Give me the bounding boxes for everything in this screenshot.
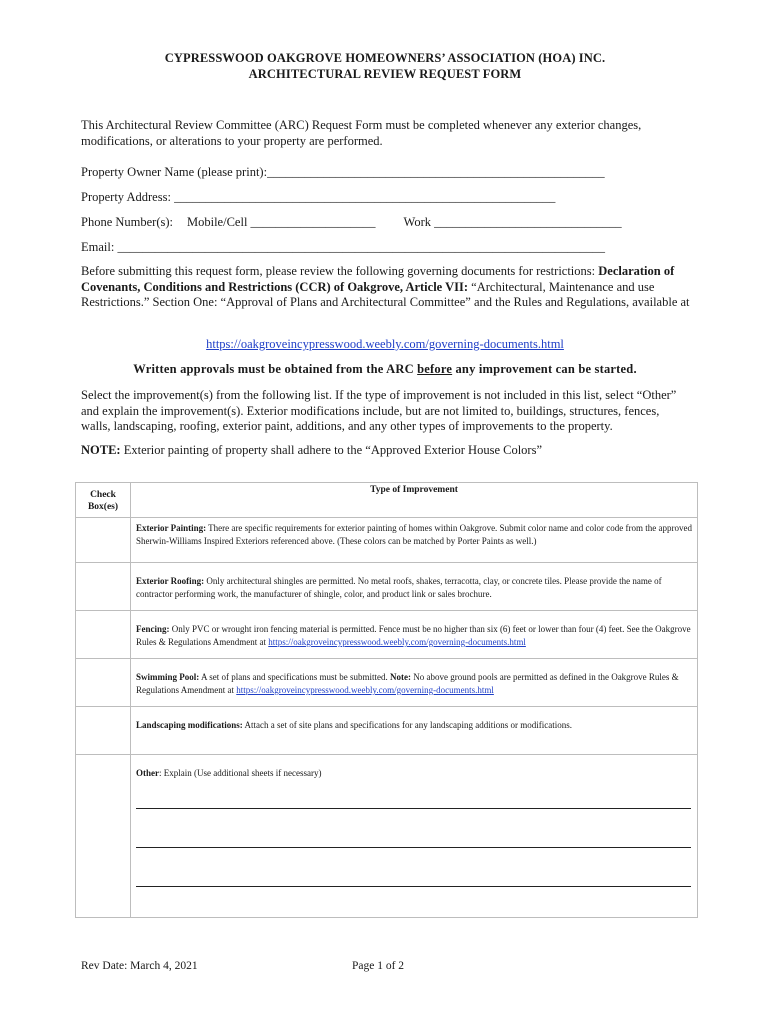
other-line-2[interactable] bbox=[136, 847, 691, 848]
governing-documents-link[interactable]: https://oakgroveincypresswood.weebly.com/governing-documents.html bbox=[206, 337, 564, 351]
property-address-blank[interactable]: _____________________________________________________________ bbox=[174, 190, 556, 204]
type-column-header: Type of Improvement bbox=[131, 483, 698, 518]
property-address-label: Property Address: bbox=[81, 190, 175, 204]
roofing-label: Exterior Roofing: bbox=[136, 576, 205, 586]
painting-text: There are specific requirements for exterior painting of homes within Oakgrove. Submit color name and color code from the approved Sherwin-Williams Inspired Exteriors referenced above. (These colors can be matched by Porter Paints as well.) bbox=[136, 523, 692, 546]
mobile-label: Mobile/Cell bbox=[187, 215, 251, 229]
select-instructions: Select the improvement(s) from the following list. If the type of improvement is not included in this list, select “Other” and explain the improvement(s). Exterior modifications include, but are not limited to, buildings, structures, fences, walls, landscaping, roofing, exterior paint, additions, and any other types of improvements to the property. bbox=[81, 388, 677, 433]
owner-name-label: Property Owner Name (please print): bbox=[81, 165, 268, 179]
pool-note-label: Note: bbox=[390, 672, 411, 682]
checkbox-other[interactable] bbox=[76, 755, 131, 918]
pool-text1: A set of plans and specifications must be submitted. bbox=[199, 672, 390, 682]
fencing-text: Only PVC or wrought iron fencing material is permitted. Fence must be no higher than six (6) feet or lower than four (4) feet. See the Oakgrove Rules & Regulations Amendment at bbox=[136, 624, 691, 647]
painting-label: Exterior Painting: bbox=[136, 523, 207, 533]
written-pre: Written approvals must be obtained from the ARC bbox=[133, 362, 418, 376]
other-line-3[interactable] bbox=[136, 886, 691, 887]
landscaping-label: Landscaping modifications: bbox=[136, 720, 243, 730]
table-row-landscaping bbox=[76, 707, 698, 755]
checkbox-fencing[interactable] bbox=[76, 611, 131, 659]
check-header-line2: Box(es) bbox=[87, 502, 119, 512]
table-row-exterior-roofing bbox=[76, 563, 698, 611]
written-underlined: before bbox=[417, 362, 453, 376]
page-number: Page 1 of 2 bbox=[352, 960, 405, 972]
work-field[interactable] bbox=[404, 215, 622, 230]
property-address-field[interactable] bbox=[81, 190, 555, 205]
governing-documents-paragraph bbox=[81, 264, 691, 311]
fencing-label: Fencing: bbox=[136, 624, 170, 634]
desc-fencing bbox=[131, 611, 698, 659]
other-explanation-area[interactable] bbox=[136, 780, 693, 890]
fencing-link[interactable]: https://oakgroveincypresswood.weebly.com/governing-documents.html bbox=[268, 637, 526, 647]
written-post: any improvement can be started. bbox=[452, 362, 637, 376]
governing-bold: Declaration of Covenants, Conditions and Restrictions (CCR) of Oakgrove, Article VII: bbox=[81, 264, 675, 294]
form-title: ARCHITECTURAL REVIEW REQUEST FORM bbox=[248, 67, 522, 81]
desc-other bbox=[131, 755, 698, 918]
table-row-swimming-pool bbox=[76, 659, 698, 707]
mobile-field[interactable] bbox=[187, 215, 376, 230]
phone-label: Phone Number(s): bbox=[81, 215, 173, 229]
form-org-title: CYPRESSWOOD OAKGROVE HOMEOWNERS’ ASSOCIATION (HOA) INC. bbox=[164, 51, 606, 65]
other-text: : Explain (Use additional sheets if necessary) bbox=[159, 768, 322, 778]
governing-link-line bbox=[0, 337, 770, 352]
check-header-line1: Check bbox=[90, 490, 116, 500]
written-approval-notice bbox=[0, 362, 770, 377]
pool-text2: No above ground pools are permitted as defined in the Oakgrove Rules & Regulations Amendment at bbox=[136, 672, 679, 695]
note-text: Exterior painting of property shall adhere to the “Approved Exterior House Colors” bbox=[120, 443, 542, 457]
rev-date: Rev Date: March 4, 2021 bbox=[81, 960, 198, 972]
owner-name-field[interactable] bbox=[81, 165, 605, 180]
desc-swimming-pool bbox=[131, 659, 698, 707]
checkbox-landscaping[interactable] bbox=[76, 707, 131, 755]
governing-rest: “Architectural, Maintenance and use Restrictions.” Section One: “Approval of Plans and Architectural Committee” and the Rules and Regulations, available at bbox=[81, 279, 690, 309]
pool-label: Swimming Pool: bbox=[136, 672, 200, 682]
other-line-1[interactable] bbox=[136, 808, 691, 809]
table-header-row bbox=[76, 483, 698, 518]
pool-link[interactable]: https://oakgroveincypresswood.weebly.com/governing-documents.html bbox=[236, 685, 494, 695]
desc-exterior-roofing bbox=[131, 563, 698, 611]
roofing-text: Only architectural shingles are permitted. No metal roofs, shakes, terracotta, clay, or concrete tiles. Please provide the name of contractor performing work, the manufacturer of shingle, color, and product link or sales brochure. bbox=[136, 576, 662, 599]
checkbox-exterior-painting[interactable] bbox=[76, 518, 131, 563]
work-blank[interactable]: ______________________________ bbox=[434, 215, 622, 229]
email-field[interactable] bbox=[81, 240, 605, 255]
email-label: Email: bbox=[81, 240, 118, 254]
work-label: Work bbox=[403, 215, 435, 229]
email-blank[interactable]: ______________________________________________________________________________ bbox=[117, 240, 605, 254]
intro-paragraph: This Architectural Review Committee (ARC) Request Form must be completed whenever any exterior changes, modifications, or alterations to your property are performed. bbox=[81, 118, 642, 148]
phone-numbers-field bbox=[81, 215, 622, 230]
checkbox-exterior-roofing[interactable] bbox=[76, 563, 131, 611]
table-row-other bbox=[76, 755, 698, 918]
other-label: Other bbox=[136, 768, 159, 778]
governing-lead: Before submitting this request form, please review the following governing documents for restrictions: bbox=[81, 264, 599, 278]
check-box-column-header bbox=[76, 483, 131, 518]
note-paragraph bbox=[81, 443, 691, 459]
note-label: NOTE: bbox=[81, 443, 121, 457]
desc-landscaping bbox=[131, 707, 698, 755]
table-row-fencing bbox=[76, 611, 698, 659]
improvement-table bbox=[75, 482, 698, 918]
owner-name-blank[interactable]: ______________________________________________________ bbox=[267, 165, 605, 179]
checkbox-swimming-pool[interactable] bbox=[76, 659, 131, 707]
landscaping-text: Attach a set of site plans and specifications for any landscaping additions or modifications. bbox=[242, 720, 572, 730]
mobile-blank[interactable]: ____________________ bbox=[250, 215, 376, 229]
desc-exterior-painting bbox=[131, 518, 698, 563]
table-row-exterior-painting bbox=[76, 518, 698, 563]
